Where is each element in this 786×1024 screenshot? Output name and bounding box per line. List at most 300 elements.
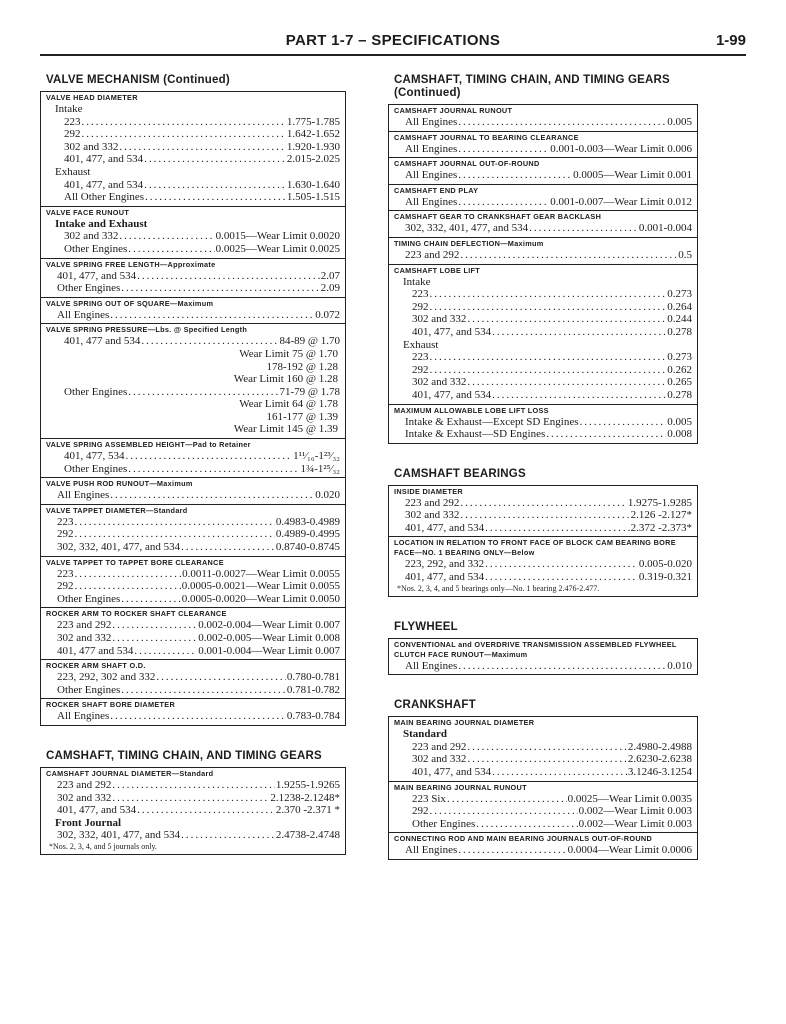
spec-label: 223 and 292 (57, 778, 112, 791)
spec-value: 0.002-0.004—Wear Limit 0.007 (198, 619, 340, 632)
continuation-value: Wear Limit 160 @ 1.28 (233, 373, 338, 386)
spec-row (46, 386, 340, 399)
spec-value: 0.8740-0.8745 (275, 541, 340, 554)
spec-label: All Other Engines (64, 191, 145, 204)
spec-row (46, 153, 340, 166)
dot-leader (75, 516, 275, 529)
spec-row (46, 671, 340, 684)
spec-value: 0.002—Wear Limit 0.003 (578, 805, 692, 818)
spec-row (394, 558, 692, 571)
spec-block (41, 92, 345, 206)
spec-row (46, 632, 340, 645)
spec-row (394, 805, 692, 818)
spec-row (394, 844, 692, 857)
section-heading: CRANKSHAFT (394, 699, 476, 712)
spec-label: Intake & Exhaust—SD Engines (405, 428, 546, 441)
footnote: *Nos. 2, 3, 4, and 5 bearings only—No. 1 bearing 2.476-2.477. (397, 583, 600, 593)
dot-leader (546, 428, 666, 441)
spec-label: 401, 477, and 534 (405, 571, 485, 584)
spec-row (394, 571, 692, 584)
dot-leader (75, 568, 182, 581)
spec-block (41, 206, 345, 258)
spec-table (388, 104, 698, 444)
spec-label: 302, 332, 401, 477, and 534 (405, 222, 529, 235)
dot-leader (458, 116, 666, 129)
spec-row (46, 619, 340, 632)
spec-row (46, 541, 340, 554)
dot-leader (485, 558, 638, 571)
spec-value: 0.0005-0.0020—Wear Limit 0.0050 (181, 592, 340, 605)
spec-table (388, 485, 698, 597)
spec-label: 401, 477, and 534 (64, 178, 144, 191)
spec-value: 0.262 (667, 363, 692, 376)
spec-row (46, 450, 340, 463)
spec-value: 2.4738-2.4748 (275, 829, 340, 842)
spec-label: All Engines (405, 195, 458, 208)
footnote: *Nos. 2, 3, 4, and 5 journals only. (49, 841, 157, 851)
section-gap (388, 607, 698, 621)
spec-value: 0.0025—Wear Limit 0.0025 (215, 242, 340, 255)
spec-value: 0.4983-0.4989 (275, 515, 340, 528)
spec-value: 2.372 -2.373* (630, 521, 692, 534)
left-column (40, 74, 346, 865)
spec-value: 0.244 (667, 313, 692, 326)
spec-label: Other Engines (57, 683, 121, 696)
dot-leader (128, 386, 278, 399)
block-title: CAMSHAFT GEAR TO CRANKSHAFT GEAR BACKLASH (394, 212, 602, 222)
spec-value: 84-89 @ 1.70 (279, 335, 340, 348)
dot-leader (82, 128, 286, 141)
spec-label: 223, 292, 302 and 332 (57, 671, 156, 684)
block-title: LOCATION IN RELATION TO FRONT FACE OF BLOCK CAM BEARING BORE FACE—NO. 1 BEARING ONLY—Below (394, 538, 676, 558)
section-gap (40, 736, 346, 750)
spec-row (394, 143, 692, 156)
dot-leader (119, 230, 214, 243)
spec-row (394, 497, 692, 510)
spec-block (389, 717, 697, 780)
spec-row (394, 753, 692, 766)
dot-leader (75, 528, 275, 541)
spec-value: 1.505-1.515 (286, 191, 340, 204)
spec-row (394, 416, 692, 429)
spec-label: 223 and 292 (405, 496, 460, 509)
spec-row (46, 116, 340, 129)
spec-value: 2.1238-2.1248* (270, 791, 340, 804)
block-title: TIMING CHAIN DEFLECTION—Maximum (394, 238, 544, 248)
subheading: Exhaust (403, 338, 439, 351)
dot-leader (476, 818, 577, 831)
spec-value: 2.07 (320, 269, 340, 282)
block-title: MAIN BEARING JOURNAL RUNOUT (394, 782, 527, 792)
spec-label: 401, 477, and 534 (405, 521, 485, 534)
dot-leader (126, 450, 293, 463)
continuation-value: 161-177 @ 1.39 (266, 410, 338, 423)
spec-label: 401, 477, and 534 (64, 153, 144, 166)
spec-value: 1¾-1²⁵⁄₃₂ (300, 462, 340, 475)
spec-row (394, 376, 692, 389)
spec-label: Other Engines (64, 242, 128, 255)
spec-row (46, 684, 340, 697)
dot-leader (467, 313, 666, 326)
block-title: CONVENTIONAL and OVERDRIVE TRANSMISSION ASSEMBLED FLYWHEEL CLUTCH FACE RUNOUT—Maximum (394, 639, 677, 659)
spec-row (46, 528, 340, 541)
spec-value: 0.4989-0.4995 (275, 528, 340, 541)
spec-label: 302 and 332 (64, 140, 119, 153)
dot-leader (447, 793, 567, 806)
spec-value: 3.1246-3.1254 (627, 766, 692, 779)
subheading: Intake (55, 103, 83, 115)
spec-block (41, 297, 345, 324)
block-title: VALVE SPRING FREE LENGTH—Approximate (46, 259, 216, 269)
spec-label: 302 and 332 (412, 313, 467, 326)
spec-value: 0.273 (667, 351, 692, 364)
continuation-value: Wear Limit 64 @ 1.78 (239, 398, 338, 411)
spec-value: 1.642-1.652 (286, 128, 340, 141)
spec-label: 223 and 292 (405, 248, 460, 261)
spec-table (388, 716, 698, 860)
spec-label: 223 Six (412, 792, 446, 805)
spec-row (394, 222, 692, 235)
spec-label: 302, 332, 401, 477, and 534 (57, 541, 181, 554)
dot-leader (145, 191, 286, 204)
spec-block (389, 184, 697, 211)
spec-label: All Engines (57, 710, 110, 723)
dot-leader (112, 792, 269, 805)
spec-value: 0.005 (667, 415, 692, 428)
spec-value: 0.002-0.005—Wear Limit 0.008 (198, 632, 340, 644)
block-title: VALVE PUSH ROD RUNOUT—Maximum (46, 479, 193, 489)
spec-label: 401, 477, and 534 (412, 388, 492, 401)
block-title: INSIDE DIAMETER (394, 486, 463, 496)
spec-row (394, 509, 692, 522)
spec-value: 0.001-0.007—Wear Limit 0.012 (550, 195, 692, 208)
spec-row (46, 804, 340, 817)
spec-label: Intake & Exhaust—Except SD Engines (405, 415, 579, 428)
dot-leader (460, 497, 626, 510)
dot-leader (492, 389, 666, 402)
dot-leader (110, 489, 314, 502)
spec-value: 1.630-1.640 (286, 178, 340, 191)
spec-value: 0.265 (667, 376, 692, 389)
spec-row (46, 710, 340, 723)
block-title: VALVE SPRING PRESSURE—Lbs. @ Specified Length (46, 325, 248, 335)
spec-value: 0.273 (667, 288, 692, 301)
spec-block (389, 536, 697, 595)
dot-leader (467, 753, 626, 766)
spec-row (394, 196, 692, 209)
spec-label: 292 (412, 363, 429, 376)
spec-row (46, 128, 340, 141)
spec-value: 2.6230-2.6238 (627, 753, 692, 766)
spec-block (389, 237, 697, 264)
dot-leader (458, 844, 566, 857)
spec-block (389, 105, 697, 131)
spec-value: 0.0004—Wear Limit 0.0006 (567, 844, 692, 857)
spec-label: Other Engines (57, 282, 121, 295)
block-title: VALVE FACE RUNOUT (46, 207, 130, 217)
spec-table (40, 767, 346, 855)
spec-row (46, 645, 340, 658)
dot-leader (460, 249, 677, 262)
spec-value: 0.0011-0.0027—Wear Limit 0.0055 (182, 567, 340, 580)
subheading: Standard (403, 728, 448, 741)
dot-leader (110, 309, 314, 322)
spec-row (46, 580, 340, 593)
spec-value: 2.4980-2.4988 (627, 740, 692, 753)
spec-block (389, 131, 697, 158)
dot-leader (485, 522, 629, 535)
spec-label: 292 (57, 528, 74, 541)
spec-value: 1¹¹⁄₁₆-1²³⁄₃₂ (293, 450, 340, 463)
block-title: CAMSHAFT END PLAY (394, 185, 479, 195)
spec-row (46, 792, 340, 805)
dot-leader (467, 376, 666, 389)
spec-label: 401, 477, and 534 (412, 766, 492, 779)
dot-leader (128, 463, 299, 476)
dot-leader (137, 804, 275, 817)
spec-label: Other Engines (64, 385, 128, 398)
block-title: CAMSHAFT JOURNAL OUT-OF-ROUND (394, 159, 540, 169)
spec-row (394, 326, 692, 339)
spec-row (394, 793, 692, 806)
spec-block (389, 639, 697, 675)
dot-leader (141, 335, 278, 348)
block-title: MAIN BEARING JOURNAL DIAMETER (394, 718, 535, 728)
spec-value: 0.781-0.782 (286, 683, 340, 696)
spec-value: 2.09 (320, 282, 340, 295)
dot-leader (134, 645, 197, 658)
spec-row (394, 351, 692, 364)
spec-value: 0.0005—Wear Limit 0.001 (573, 169, 692, 182)
spec-label: 223 and 292 (412, 740, 467, 753)
dot-leader (110, 710, 286, 723)
spec-block (389, 157, 697, 184)
subheading: Exhaust (55, 165, 91, 178)
block-title: VALVE SPRING ASSEMBLED HEIGHT—Pad to Retainer (46, 440, 251, 450)
spec-value: 2.370 -2.371 * (275, 804, 340, 817)
spec-value: 0.001-0.003—Wear Limit 0.006 (550, 142, 692, 155)
section-heading: FLYWHEEL (394, 620, 458, 633)
dot-leader (467, 741, 626, 754)
spec-value: 71-79 @ 1.78 (279, 385, 340, 398)
spec-row (394, 249, 692, 262)
spec-row (46, 243, 340, 256)
block-title: VALVE SPRING OUT OF SQUARE—Maximum (46, 298, 214, 308)
spec-row (394, 428, 692, 441)
spec-row (394, 288, 692, 301)
spec-label: 292 (64, 128, 81, 141)
spec-block (389, 404, 697, 443)
spec-value: 0.0025—Wear Limit 0.0035 (567, 792, 692, 805)
spec-label: 223 and 292 (57, 619, 112, 632)
block-title: CONNECTING ROD AND MAIN BEARING JOURNALS OUT-OF-ROUND (394, 834, 653, 844)
spec-value: 0.264 (667, 300, 692, 313)
spec-label: Other Engines (57, 592, 121, 605)
spec-label: All Engines (405, 142, 458, 155)
continuation-value: Wear Limit 75 @ 1.70 (239, 347, 338, 360)
spec-value: 0.020 (315, 489, 340, 502)
spec-block (41, 258, 345, 297)
dot-leader (144, 153, 286, 166)
block-title: VALVE TAPPET DIAMETER—Standard (46, 505, 188, 515)
spec-value: 2.015-2.025 (286, 153, 340, 166)
block-title: ROCKER ARM SHAFT O.D. (46, 661, 146, 671)
subheading: Front Journal (55, 816, 122, 829)
spec-row (46, 489, 340, 502)
dot-leader (121, 593, 180, 606)
spec-label: 401, 477, and 534 (57, 804, 137, 817)
spec-row (46, 309, 340, 322)
spec-row (46, 335, 340, 348)
section-gap (388, 454, 698, 468)
spec-label: All Engines (57, 489, 110, 502)
block-title: ROCKER ARM TO ROCKER SHAFT CLEARANCE (46, 609, 227, 619)
spec-row (46, 516, 340, 529)
spec-value: 0.278 (667, 388, 692, 401)
spec-row (394, 301, 692, 314)
spec-value: 0.001-0.004 (638, 222, 692, 235)
spec-row (394, 741, 692, 754)
spec-label: 302 and 332 (57, 791, 112, 804)
block-title: VALVE TAPPET TO TAPPET BORE CLEARANCE (46, 557, 224, 567)
section-heading: CAMSHAFT, TIMING CHAIN, AND TIMING GEARS (Continued) (394, 74, 670, 99)
spec-block (41, 698, 345, 725)
dot-leader (492, 766, 627, 779)
spec-block (41, 659, 345, 698)
spec-label: 401, 477 and 534 (64, 335, 141, 348)
spec-label: 223 (412, 351, 429, 364)
spec-value: 0.001-0.004—Wear Limit 0.007 (198, 644, 340, 657)
spec-value: 0.0005-0.0021—Wear Limit 0.0055 (181, 580, 340, 593)
section-heading: VALVE MECHANISM (Continued) (46, 74, 230, 86)
dot-leader (128, 243, 214, 256)
spec-label: 302 and 332 (64, 230, 119, 243)
dot-leader (430, 805, 578, 818)
dot-leader (580, 416, 667, 429)
dot-leader (181, 541, 275, 554)
dot-leader (485, 571, 638, 584)
spec-row (394, 313, 692, 326)
spec-block (389, 486, 697, 537)
block-title: VALVE HEAD DIAMETER (46, 93, 138, 102)
continuation-value: Wear Limit 145 @ 1.39 (233, 423, 338, 436)
spec-row (46, 779, 340, 792)
block-title: CAMSHAFT LOBE LIFT (394, 265, 481, 275)
spec-block (389, 210, 697, 237)
spec-row (46, 829, 340, 842)
dot-leader (430, 364, 667, 377)
spec-label: 223 (64, 115, 81, 128)
spec-row (46, 141, 340, 154)
dot-leader (112, 632, 197, 645)
dot-leader (458, 169, 572, 182)
block-title: CAMSHAFT JOURNAL TO BEARING CLEARANCE (394, 132, 579, 142)
spec-label: Other Engines (412, 817, 476, 830)
spec-label: 292 (412, 805, 429, 818)
dot-leader (430, 301, 667, 314)
spec-value: 1.9275-1.9285 (627, 496, 692, 509)
page-title: PART 1-7 – SPECIFICATIONS (285, 32, 501, 49)
spec-label: 401, 477, and 534 (412, 325, 492, 338)
spec-label: 223, 292, and 332 (405, 558, 485, 571)
spec-value: 0.5 (678, 248, 692, 261)
spec-block (41, 556, 345, 608)
spec-row (46, 270, 340, 283)
spec-value: 2.126 -2.127* (630, 509, 692, 522)
dot-leader (430, 351, 667, 364)
spec-label: 292 (412, 300, 429, 313)
spec-value: 0.780-0.781 (286, 671, 340, 684)
subheading: Intake and Exhaust (55, 217, 148, 230)
section-heading: CAMSHAFT, TIMING CHAIN, AND TIMING GEARS (46, 749, 322, 762)
spec-block (389, 781, 697, 833)
spec-value: 0.072 (315, 308, 340, 321)
page-header (40, 32, 746, 56)
spec-value: 1.9255-1.9265 (275, 778, 340, 791)
dot-leader (430, 288, 667, 301)
spec-label: All Engines (405, 116, 458, 128)
dot-leader (121, 282, 320, 295)
spec-block (389, 264, 697, 404)
spec-value: 0.005 (667, 116, 692, 128)
spec-block (41, 438, 345, 477)
dot-leader (121, 684, 286, 697)
spec-value: 1.775-1.785 (286, 115, 340, 128)
spec-row (46, 230, 340, 243)
spec-row (394, 818, 692, 831)
section-heading: CAMSHAFT BEARINGS (394, 467, 526, 480)
spec-row (46, 593, 340, 606)
dot-leader (460, 509, 629, 522)
spec-label: 401, 477, 534 (64, 450, 125, 463)
dot-leader (181, 829, 275, 842)
section-gap (388, 685, 698, 699)
spec-block (41, 504, 345, 556)
dot-leader (458, 660, 666, 673)
spec-label: 223 (412, 288, 429, 301)
spec-row (46, 191, 340, 204)
spec-block (41, 323, 345, 438)
dot-leader (82, 116, 286, 129)
spec-row (46, 568, 340, 581)
spec-label: 302 and 332 (412, 376, 467, 389)
spec-value: 0.0015—Wear Limit 0.0020 (215, 230, 340, 243)
dot-leader (144, 179, 286, 192)
spec-value: 1.920-1.930 (286, 140, 340, 153)
spec-label: All Engines (405, 659, 458, 672)
spec-value: 0.002—Wear Limit 0.003 (578, 817, 692, 830)
spec-value: 0.010 (667, 659, 692, 672)
dot-leader (75, 580, 181, 593)
dot-leader (137, 270, 320, 283)
spec-row (394, 116, 692, 129)
spec-label: 223 (57, 515, 74, 528)
continuation-value: 178-192 @ 1.28 (266, 360, 338, 373)
spec-label: 223 (57, 567, 74, 580)
spec-value: 0.278 (667, 325, 692, 338)
spec-label: 401, 477 and 534 (57, 644, 134, 657)
spec-block (389, 832, 697, 859)
spec-row (394, 660, 692, 673)
spec-label: 302 and 332 (405, 509, 460, 522)
spec-row (46, 463, 340, 476)
spec-row (394, 766, 692, 779)
spec-table (388, 638, 698, 676)
dot-leader (458, 143, 549, 156)
right-column (388, 74, 698, 870)
dot-leader (156, 671, 285, 684)
spec-label: 302, 332, 401, 477, and 534 (57, 829, 181, 842)
